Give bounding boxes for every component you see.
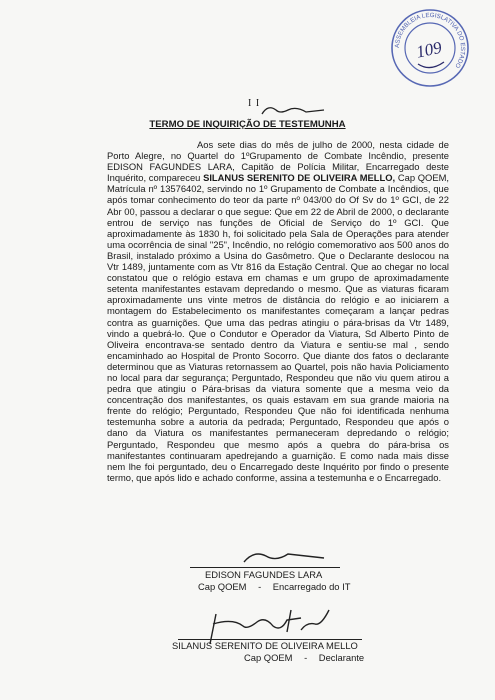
officer-signature [240, 548, 330, 568]
officer-separator: - [258, 581, 262, 592]
witness-role: Declarante [318, 652, 365, 663]
document-title: TERMO DE INQUIRIÇÃO DE TESTEMUNHA [149, 119, 346, 130]
officer-rank-role [198, 581, 350, 592]
page-mark: I I [248, 98, 261, 109]
body-paragraph-intro: Aos sete dias do mês de julho de 2000, nesta cidade de Porto Alegre, no Quartel do 1ºGrupamento de Combate Incêndio, presente EDISON FAGUNDES LARA, Capitão de Polícia Militar, Encarregado deste Inquérito, compareceu [107, 139, 449, 184]
witness-rank: Cap QOEM [244, 652, 293, 663]
rubric-scribble [258, 102, 328, 120]
officer-signature-line [190, 567, 340, 568]
officer-rank: Cap QOEM [198, 581, 247, 592]
officer-role: Encarregado do IT [272, 581, 351, 592]
officer-name: EDISON FAGUNDES LARA [205, 569, 323, 580]
protocol-stamp [388, 6, 472, 90]
witness-separator: - [304, 652, 308, 663]
witness-rank-role [244, 652, 364, 663]
stamp-number: 109 [414, 37, 444, 62]
witness-name: SILANUS SERENITO DE OLIVEIRA MELLO [172, 640, 358, 651]
witness-name-bold: SILANUS SERENITO DE OLIVEIRA MELLO, [203, 172, 396, 184]
stamp-ring-text: ASSEMBLEIA LEGISLATIVA DO ESTADO [393, 11, 467, 70]
testimony-body [107, 139, 449, 483]
body-paragraph-main: Cap QOEM, Matrícula nº 13576402, servindo no 1º Grupamento de Combate a Incêndios, que após tomar conhecimento do teor da parte nº 043/00 do Of Sv do 1º GCI, de 22 Abr 00, passou a declarar o que segue: Que em 22 de Abril de 2000, o declarante entrou de serviço nas funções de Oficial de Serviço do 1º GCI. Que aproximadamente às 1830 h, foi solicitado pela Sala de Operações para atender uma ocorrência de sinal "25", Incêndio, no relógio comemorativo aos 500 anos do Brasil, instalado próximo a Usina do Gasômetro. Que o Declarante deslocou na Vtr 1489, juntamente com as Vtr 816 da Estação Central. Que ao chegar no local constatou que o relógio estava em chamas e um grupo de aproximadamente setenta manifestantes estavam depredando o mesmo. Que as viaturas ficaram aproximadamente uns vinte metros de distância do relógio e ao iniciarem a montagem do Estabelecimento os manifestantes começaram a lançar pedras contra as guarnições. Que uma das pedras atingiu o pára-brisas da Vtr 1489, vindo a quebrá-lo. Que o Condutor e Operador da Viatura, Sd Alberto Pinto de Oliveira encontrava-se sentado dentro da Viatura e sentiu-se mal , sendo encaminhado ao Hospital de Pronto Socorro. Que diante dos fatos o declarante determinou que as Viaturas retornassem ao Quartel, pois não havia Policiamento no local para dar segurança; Perguntado, Respondeu que não viu quem atirou a pedra que atingiu o Pára-brisas da viatura somente que a mesma veio da concentração dos manifestantes, os quais estavam em sua grande maioria na frente do relógio; Perguntado, Respondeu Que não foi identificada nenhuma testemunha sobre a autoria da pedrada; Perguntado, Respondeu que após o dano da Viatura os manifestantes permaneceram depredando o relógio; Perguntado, Respondeu que mesmo após a quebra do pára-brisa os manifestantes continuaram apedrejando a guarnição. E como nada mais disse nem lhe foi perguntado, deu o Encarregado deste Inquérito por findo o presente termo, que após lido e achado conforme, assina a testemunha e o Encarregado. [107, 172, 449, 483]
